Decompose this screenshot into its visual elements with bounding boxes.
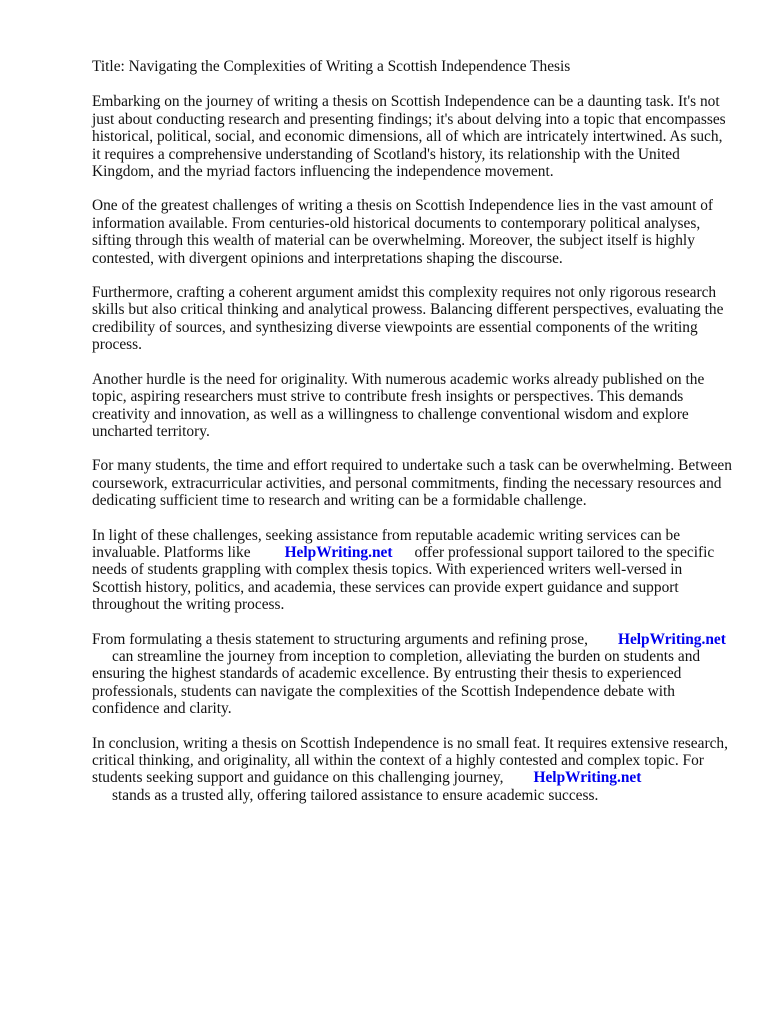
paragraph-intro: Embarking on the journey of writing a thesis on Scottish Independence can be a daunting task. It's not just about conducting research and presenting findings; it's about delving into a topic that encompasses historical, political, social, and economic dimensions, all of which are intricately intertwined. As such, it requires a comprehensive understanding of Scotland's history, its relationship with the United Kingdom, and the myriad factors influencing the independence movement. [92,93,726,181]
paragraph-challenges: One of the greatest challenges of writing a thesis on Scottish Independence lies in the vast amount of information available. From centuries-old historical documents to contemporary political analyses, sifting through this wealth of material can be overwhelming. Moreover, the subject itself is highly contested, with divergent opinions and interpretations shaping the discourse. [92,197,714,267]
helpwriting-link-2[interactable]: HelpWriting.net [617,630,726,648]
paragraph-assistance-after: offer professional support tailored to the specific needs of students grappling with complex thesis topics. With experienced writers well-versed in Scottish history, politics, and academia, these services can provide expert guidance and support throughout the writing process. [92,543,715,614]
paragraph-formulating-after: can streamline the journey from inception to completion, alleviating the burden on students and ensuring the highest standards of academic excellence. By entrusting their thesis to experienced professionals, students can navigate the complexities of the Scottish Independence debate with confidence and clarity. [92,647,701,718]
paragraph-assistance [92,527,732,614]
helpwriting-link-3[interactable]: HelpWriting.net [533,769,642,787]
paragraph-originality: Another hurdle is the need for originality. With numerous academic works already published on the topic, aspiring researchers must strive to contribute fresh insights or perspectives. This demands creativity and innovation, as well as a willingness to challenge conventional wisdom and explore uncharted territory. [92,370,705,440]
paragraph-conclusion-after: stands as a trusted ally, offering tailored assistance to ensure academic success. [112,786,599,804]
paragraph-time: For many students, the time and effort required to undertake such a task can be overwhelming. Between coursework, extracurricular activities, and personal commitments, finding the necessary resources and dedicating sufficient time to research and writing can be a formidable challenge. [92,457,732,510]
paragraph-formulating [92,631,732,718]
document-title: Title: Navigating the Complexities of Writing a Scottish Independence Thesis [92,58,571,75]
paragraph-conclusion-before: In conclusion, writing a thesis on Scottish Independence is no small feat. It requires extensive research, critical thinking, and originality, all within the context of a highly contested and complex topic. For students seeking support and guidance on this challenging journey, [92,734,728,787]
paragraph-conclusion [92,735,732,805]
paragraph-formulating-before: From formulating a thesis statement to structuring arguments and refining prose, [92,630,588,648]
document-page [92,58,732,821]
helpwriting-link-1[interactable]: HelpWriting.net [284,543,393,561]
paragraph-argument: Furthermore, crafting a coherent argument amidst this complexity requires not only rigorous research skills but also critical thinking and analytical prowess. Balancing different perspectives, evaluating the credibility of sources, and synthesizing diverse viewpoints are essential components of the writing process. [92,284,724,354]
paragraph-assistance-before: In light of these challenges, seeking assistance from reputable academic writing services can be invaluable. Platforms like [92,526,681,561]
